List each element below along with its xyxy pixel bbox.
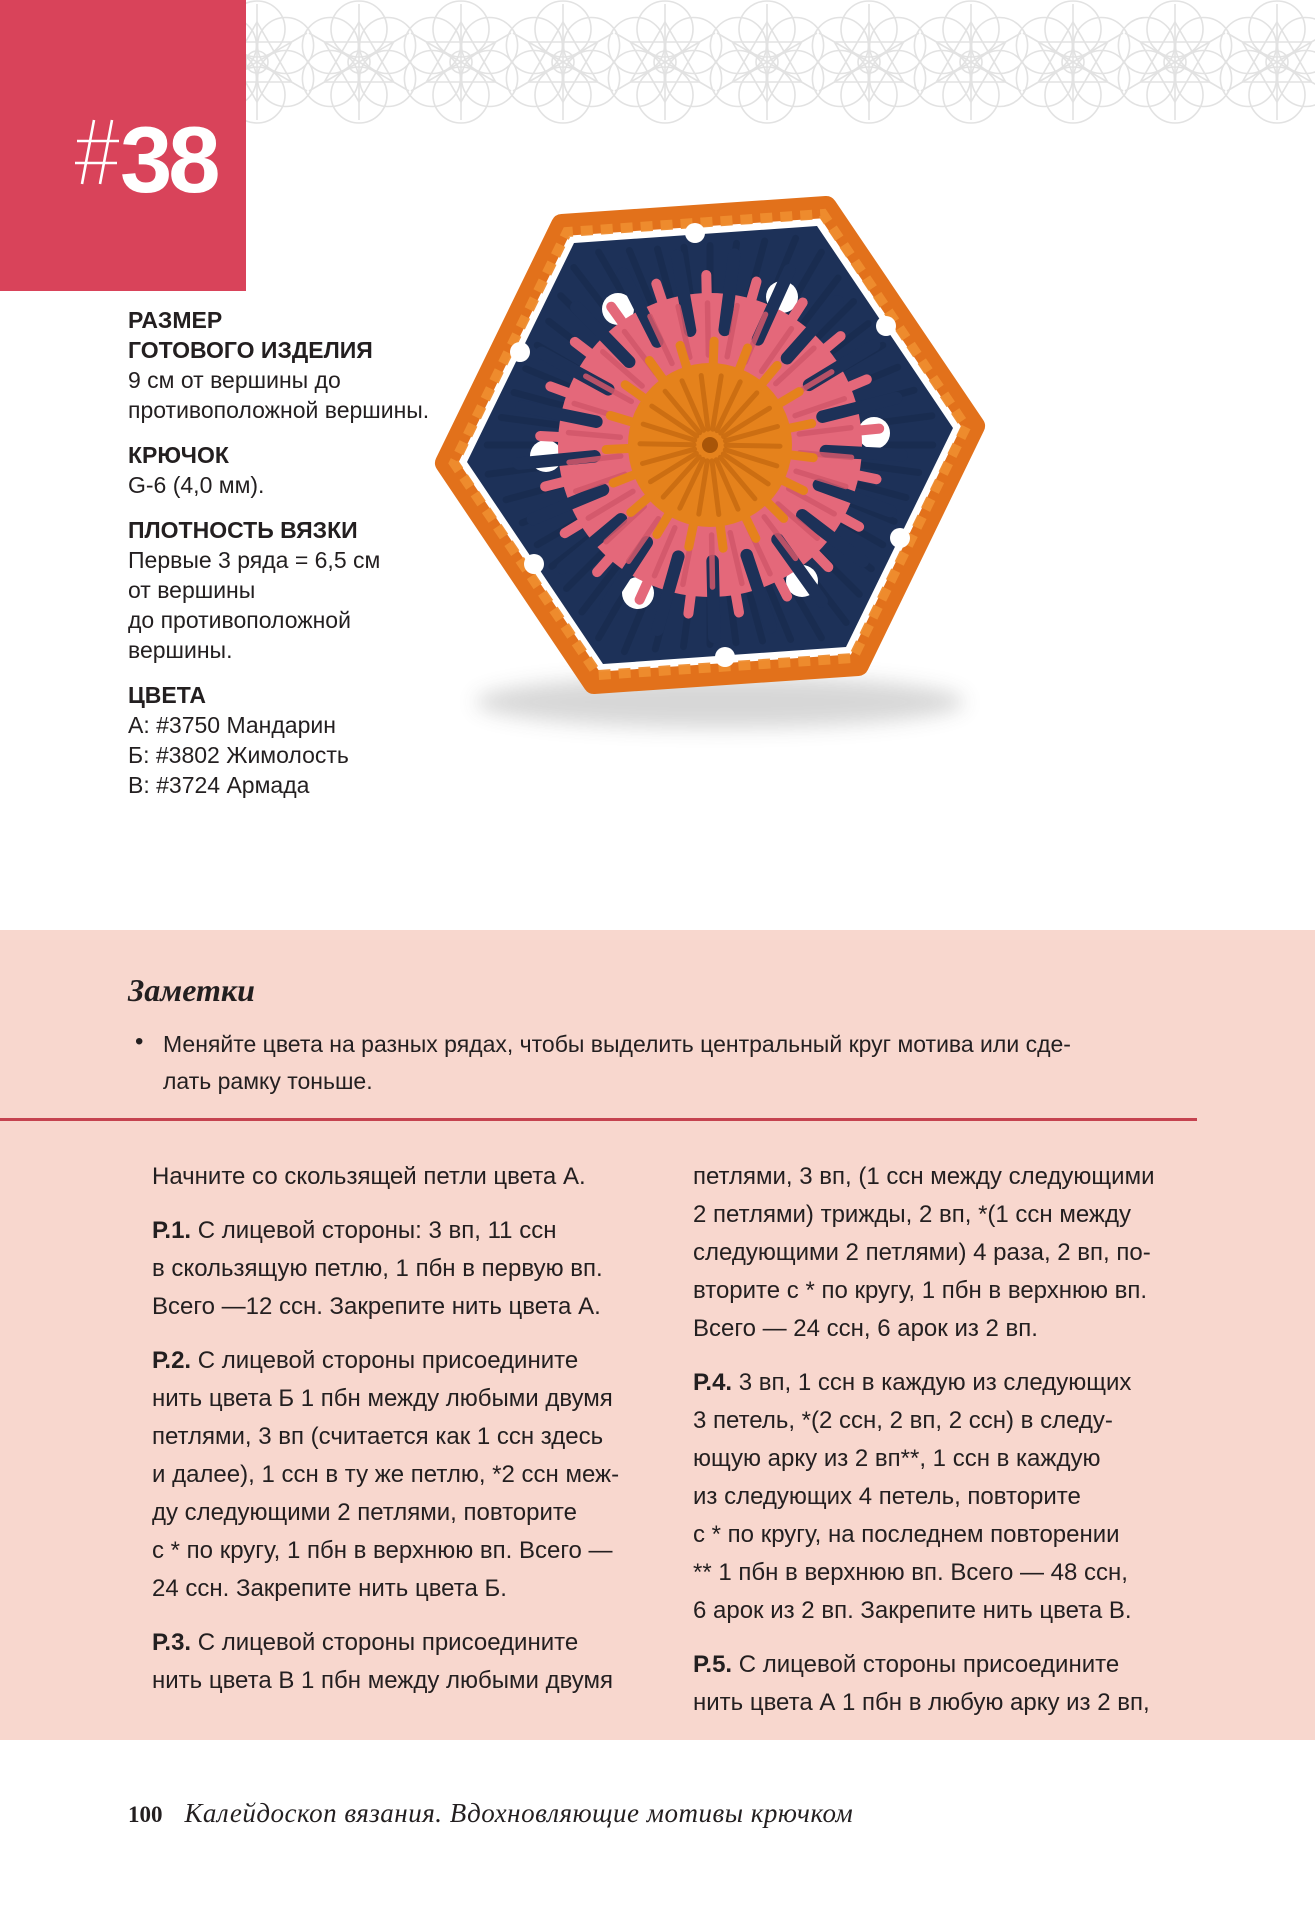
page-number: 100	[128, 1802, 163, 1827]
instruction-line: Р.2. С лицевой стороны присоедините	[152, 1347, 579, 1374]
stitch-line	[688, 562, 695, 614]
paragraph-label: Р.4.	[693, 1369, 739, 1396]
instruction-line: ** 1 пбн в верхнюю вп. Всего — 48 ссн,	[693, 1559, 1128, 1586]
ornament-rosette-icon	[246, 1, 314, 123]
info-body-line: А: #3750 Мандарин	[128, 712, 336, 738]
instruction-line: Р.3. С лицевой стороны присоедините	[152, 1629, 579, 1656]
issue-number	[74, 106, 217, 212]
instruction-line: с * по кругу, на последнем повторении	[693, 1521, 1120, 1548]
instruction-paragraph	[693, 1364, 1154, 1630]
section-divider	[0, 1118, 1197, 1121]
paragraph-label: Р.1.	[152, 1217, 198, 1244]
info-body-line: 9 см от вершины до	[128, 367, 341, 393]
stitch-line	[708, 303, 709, 355]
instruction-line: Всего —12 ссн. Закрепите нить цвета А.	[152, 1293, 601, 1320]
ornament-rosette-icon	[1016, 1, 1129, 123]
stitch-line	[606, 447, 658, 449]
paragraph-label: Р.2.	[152, 1347, 198, 1374]
info-body-line: от вершины	[128, 577, 256, 603]
info-panel	[128, 305, 428, 815]
badge-number: 38	[120, 106, 217, 212]
ornament-rosette-icon	[404, 1, 517, 123]
info-section	[128, 515, 428, 665]
instruction-line: с * по кругу, 1 пбн в верхнюю вп. Всего —	[152, 1537, 613, 1564]
ornament-rosette-icon	[914, 1, 1027, 123]
instruction-paragraph	[152, 1212, 619, 1326]
motif-photo	[400, 150, 1020, 750]
instruction-paragraph	[152, 1624, 619, 1700]
instruction-line: Начните со скользящей петли цвета А.	[152, 1163, 586, 1190]
instruction-line: петлями, 3 вп (считается как 1 ссн здесь	[152, 1423, 604, 1450]
ornament-rosette-icon	[608, 1, 721, 123]
instruction-line: 24 ссн. Закрепите нить цвета Б.	[152, 1575, 507, 1602]
instruction-paragraph	[152, 1158, 619, 1196]
ornament-band	[246, 0, 1315, 130]
book-title: Калейдоскоп вязания. Вдохновляющие мотивы крючком	[184, 1798, 854, 1828]
ornament-rosette-icon	[812, 1, 925, 123]
note-line: лать рамку тоньше.	[163, 1068, 373, 1094]
issue-badge	[0, 0, 246, 291]
instruction-line: из следующих 4 петель, повторите	[693, 1483, 1081, 1510]
info-heading-line: ЦВЕТА	[128, 682, 206, 708]
bullet-icon: •	[135, 1028, 144, 1055]
instruction-line: 6 арок из 2 вп. Закрепите нить цвета В.	[693, 1597, 1132, 1624]
instruction-paragraph	[152, 1342, 619, 1608]
info-section	[128, 305, 428, 425]
notes-panel	[0, 930, 1315, 1740]
info-heading-line: ПЛОТНОСТЬ ВЯЗКИ	[128, 517, 358, 543]
instructions-left-column	[152, 1158, 619, 1716]
instructions-right-column	[693, 1158, 1154, 1738]
hash-icon	[74, 116, 120, 188]
ornament-rosette-icon	[1118, 1, 1231, 123]
info-body-line: вершины.	[128, 637, 233, 663]
ornament-rosette-icon	[1220, 1, 1315, 123]
info-body-line: G-6 (4,0 мм).	[128, 472, 265, 498]
instruction-line: ющую арку из 2 вп**, 1 ссн в каждую	[693, 1445, 1101, 1472]
instruction-line: Р.5. С лицевой стороны присоедините	[693, 1651, 1120, 1678]
notes-title: Заметки	[128, 972, 255, 1008]
paragraph-label: Р.3.	[152, 1629, 198, 1656]
stitch-line	[640, 444, 694, 445]
stitch-line	[712, 535, 713, 587]
note-line: Меняйте цвета на разных рядах, чтобы выделить центральный круг мотива или сде-	[163, 1031, 1071, 1057]
instruction-line: 3 петель, *(2 ссн, 2 вп, 2 ссн) в следу-	[693, 1407, 1113, 1434]
paragraph-label: Р.5.	[693, 1651, 739, 1678]
instruction-paragraph	[693, 1158, 1154, 1348]
instruction-line: нить цвета В 1 пбн между любыми двумя	[152, 1667, 614, 1694]
info-section	[128, 680, 428, 800]
info-body-line: Б: #3802 Жимолость	[128, 742, 349, 768]
notes-bullet-item	[135, 1026, 1071, 1100]
info-body-line: противоположной вершины.	[128, 397, 430, 423]
instruction-line: Р.1. С лицевой стороны: 3 вп, 11 ссн	[152, 1217, 557, 1244]
notes-text	[163, 1026, 1071, 1100]
info-body-line: В: #3724 Армада	[128, 772, 310, 798]
instruction-line: вторите с * по кругу, 1 пбн в верхнюю вп.	[693, 1277, 1148, 1304]
instruction-line: и далее), 1 ссн в ту же петлю, *2 ссн меж-	[152, 1461, 620, 1488]
instruction-line: 2 петлями) трижды, 2 вп, *(1 ссн между	[693, 1201, 1131, 1228]
instruction-line: нить цвета А 1 пбн в любую арку из 2 вп,	[693, 1689, 1150, 1716]
ornament-rosette-icon	[302, 1, 415, 123]
ornament-rosette-icon	[710, 1, 823, 123]
info-body-line: до противоположной	[128, 607, 351, 633]
instruction-line: ду следующими 2 петлями, повторите	[152, 1499, 577, 1526]
instruction-line: Р.4. 3 вп, 1 ссн в каждую из следующих	[693, 1369, 1132, 1396]
instruction-line: в скользящую петлю, 1 пбн в первую вп.	[152, 1255, 603, 1282]
info-section	[128, 440, 428, 500]
info-body-line: Первые 3 ряда = 6,5 см	[128, 547, 381, 573]
instruction-line: петлями, 3 вп, (1 ссн между следующими	[693, 1163, 1155, 1190]
instruction-line: следующими 2 петлями) 4 раза, 2 вп, по-	[693, 1239, 1151, 1266]
instruction-paragraph	[693, 1646, 1154, 1722]
info-heading-line: КРЮЧОК	[128, 442, 229, 468]
instruction-line: нить цвета Б 1 пбн между любыми двумя	[152, 1385, 613, 1412]
stitch-line	[712, 341, 714, 393]
footer	[128, 1798, 853, 1829]
instruction-line: Всего — 24 ссн, 6 арок из 2 вп.	[693, 1315, 1038, 1342]
info-heading-line: РАЗМЕР	[128, 307, 223, 333]
ornament-rosette-icon	[506, 1, 619, 123]
stitch-line	[762, 451, 814, 457]
stitch-line	[726, 445, 780, 446]
info-heading-line: ГОТОВОГО ИЗДЕЛИЯ	[128, 337, 373, 363]
